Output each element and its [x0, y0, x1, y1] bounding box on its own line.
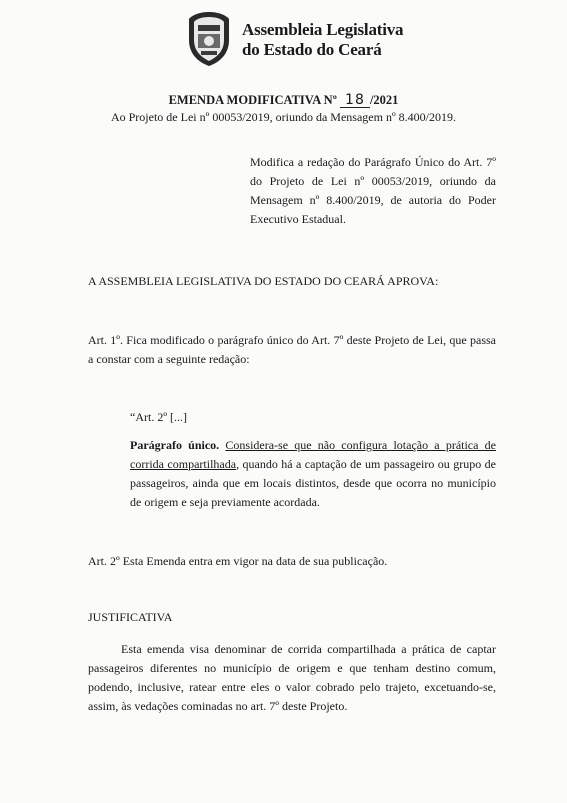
title-prefix: EMENDA MODIFICATIVA Nº: [168, 93, 337, 107]
amendment-summary: Modifica a redação do Parágrafo Único do Art. 7º do Projeto de Lei nº 00053/2019, oriundo da Mensagem nº 8.400/2019, de autoria do Poder Executivo Estadual.: [250, 155, 496, 226]
quoted-article-start: “Art. 2º [...]: [130, 410, 188, 424]
article-1: Art. 1º. Fica modificado o parágrafo único do Art. 7º deste Projeto de Lei, que passa a constar com a seguinte redação:: [88, 333, 496, 366]
amendment-title: [0, 93, 567, 108]
approval-statement: A ASSEMBLEIA LEGISLATIVA DO ESTADO DO CEARÁ APROVA:: [88, 274, 439, 288]
institution-line-2: do Estado do Ceará: [242, 40, 382, 59]
paragrafo-text: , quando há a captação de um passageiro ou grupo de passageiros, ainda que em locais distintos, desde que ocorra no município de origem e seja previamente acordada.: [130, 457, 496, 509]
paragrafo-label: Parágrafo único.: [130, 438, 220, 452]
state-assembly-seal-icon: [186, 10, 232, 68]
paragrafo-unico: [130, 436, 496, 512]
title-suffix: /2021: [369, 93, 399, 107]
paragrafo-underlined-text: Considera-se que não configura lotação a prática de corrida compartilhada: [130, 438, 496, 471]
article-2: Art. 2º Esta Emenda entra em vigor na data de sua publicação.: [88, 554, 388, 568]
institution-name: [242, 20, 403, 60]
amendment-number: 18: [340, 94, 370, 108]
justificativa-text: Esta emenda visa denominar de corrida compartilhada a prática de captar passageiros diferentes no município de origem e que tenham destino comum, podendo, inclusive, ratear entre eles o valor cobrado pelo trajeto, excetuando-se, assim, às vedações cominadas no art. 7º deste Projeto.: [88, 642, 496, 713]
letterhead: [186, 10, 446, 70]
institution-line-1: Assembleia Legislativa: [242, 20, 404, 39]
amendment-subtitle: Ao Projeto de Lei nº 00053/2019, oriundo da Mensagem nº 8.400/2019.: [110, 110, 457, 124]
justificativa-heading: JUSTIFICATIVA: [88, 610, 173, 624]
